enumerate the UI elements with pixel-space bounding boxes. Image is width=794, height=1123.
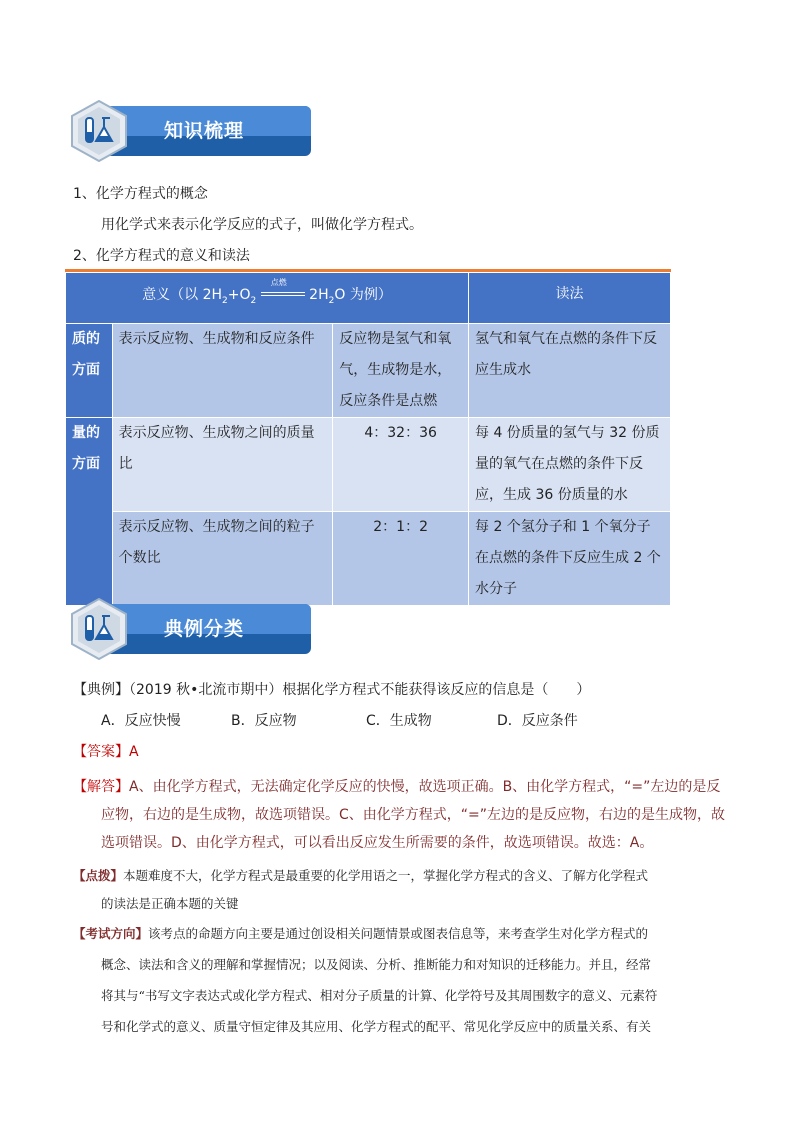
option-d: D．反应条件 [497,713,578,729]
cell-r2c3: 每 4 份质量的氢气与 32 份质量的氧气在点燃的条件下反应，生成 36 份质量的水 [469,418,671,512]
section-banner-examples [68,598,311,660]
cell-r3c3: 每 2 个氢分子和 1 个氧分子在点燃的条件下反应生成 2 个水分子 [469,512,671,606]
cell-r3c1: 表示反应物、生成物之间的粒子个数比 [112,512,333,606]
cell-r2c2: 4：32：36 [333,418,469,512]
cell-r2c1: 表示反应物、生成物之间的质量比 [112,418,333,512]
option-c: C．生成物 [366,713,432,729]
section-title: 典例分类 [164,618,245,640]
item2-heading: 2、化学方程式的意义和读法 [73,248,250,264]
tip: 【点拨】本题难度不大，化学方程式是最重要的化学用语之一，掌握化学方程式的含义、了解方化学程式 的读法是正确本题的关键 [73,868,649,911]
option-a: A．反应快慢 [101,713,181,729]
cell-r1c3: 氢气和氧气在点燃的条件下反应生成水 [469,324,671,418]
answer: 【答案】A [73,744,139,760]
flask-icon [68,100,130,162]
section-banner-knowledge [68,100,311,162]
header-reading: 读法 [469,273,671,324]
cell-r1c2: 反应物是氢气和氧气，生成物是水，反应条件是点燃 [333,324,469,418]
option-b: B．反应物 [231,713,297,729]
item1-heading: 1、化学方程式的概念 [73,186,208,202]
exam-direction: 【考试方向】该考点的命题方向主要是通过创设相关问题情景或图表信息等，来考查学生对化学方程式的 概念、读法和含义的理解和掌握情况；以及阅读、分析、推断能力和对知识的迁移能力。并且，经常 将其与“书写文字表达式或化学方程式、相对分子质量的计算、化学符号及其周围数字的意义、元素符 号和化学式的意义、质量守恒定律及其应用、化学方程式的配平、常见化学反应中的质量关系、有关 [73,926,658,1034]
flask-icon [68,598,130,660]
item1-text: 用化学式来表示化学反应的式子，叫做化学方程式。 [101,217,423,233]
row-head-qualitative: 质的方面 [66,324,113,418]
cell-r1c1: 表示反应物、生成物和反应条件 [112,324,333,418]
example-question: 【典例】（2019 秋•北流市期中）根据化学方程式不能获得该反应的信息是（ ） [73,682,591,698]
header-meaning: 意义（以 $2H_2+O_2$ 点燃 $2H_2O$ 为例） [66,273,469,324]
knowledge-table [65,272,671,606]
row-head-quantitative: 量的方面 [66,418,113,606]
explanation: 【解答】A、由化学方程式，无法确定化学反应的快慢，故选项正确。B、由化学方程式，“=”左边的是反 应物，右边的是生成物，故选项错误。C、由化学方程式，“=”左边的是反应物，右边的是生成物，故 选项错误。D、由化学方程式，可以看出反应发生所需要的条件，故选项错误。故选：A。 [73,779,726,851]
section-title: 知识梳理 [164,120,245,142]
cell-r3c2: 2：1：2 [333,512,469,606]
